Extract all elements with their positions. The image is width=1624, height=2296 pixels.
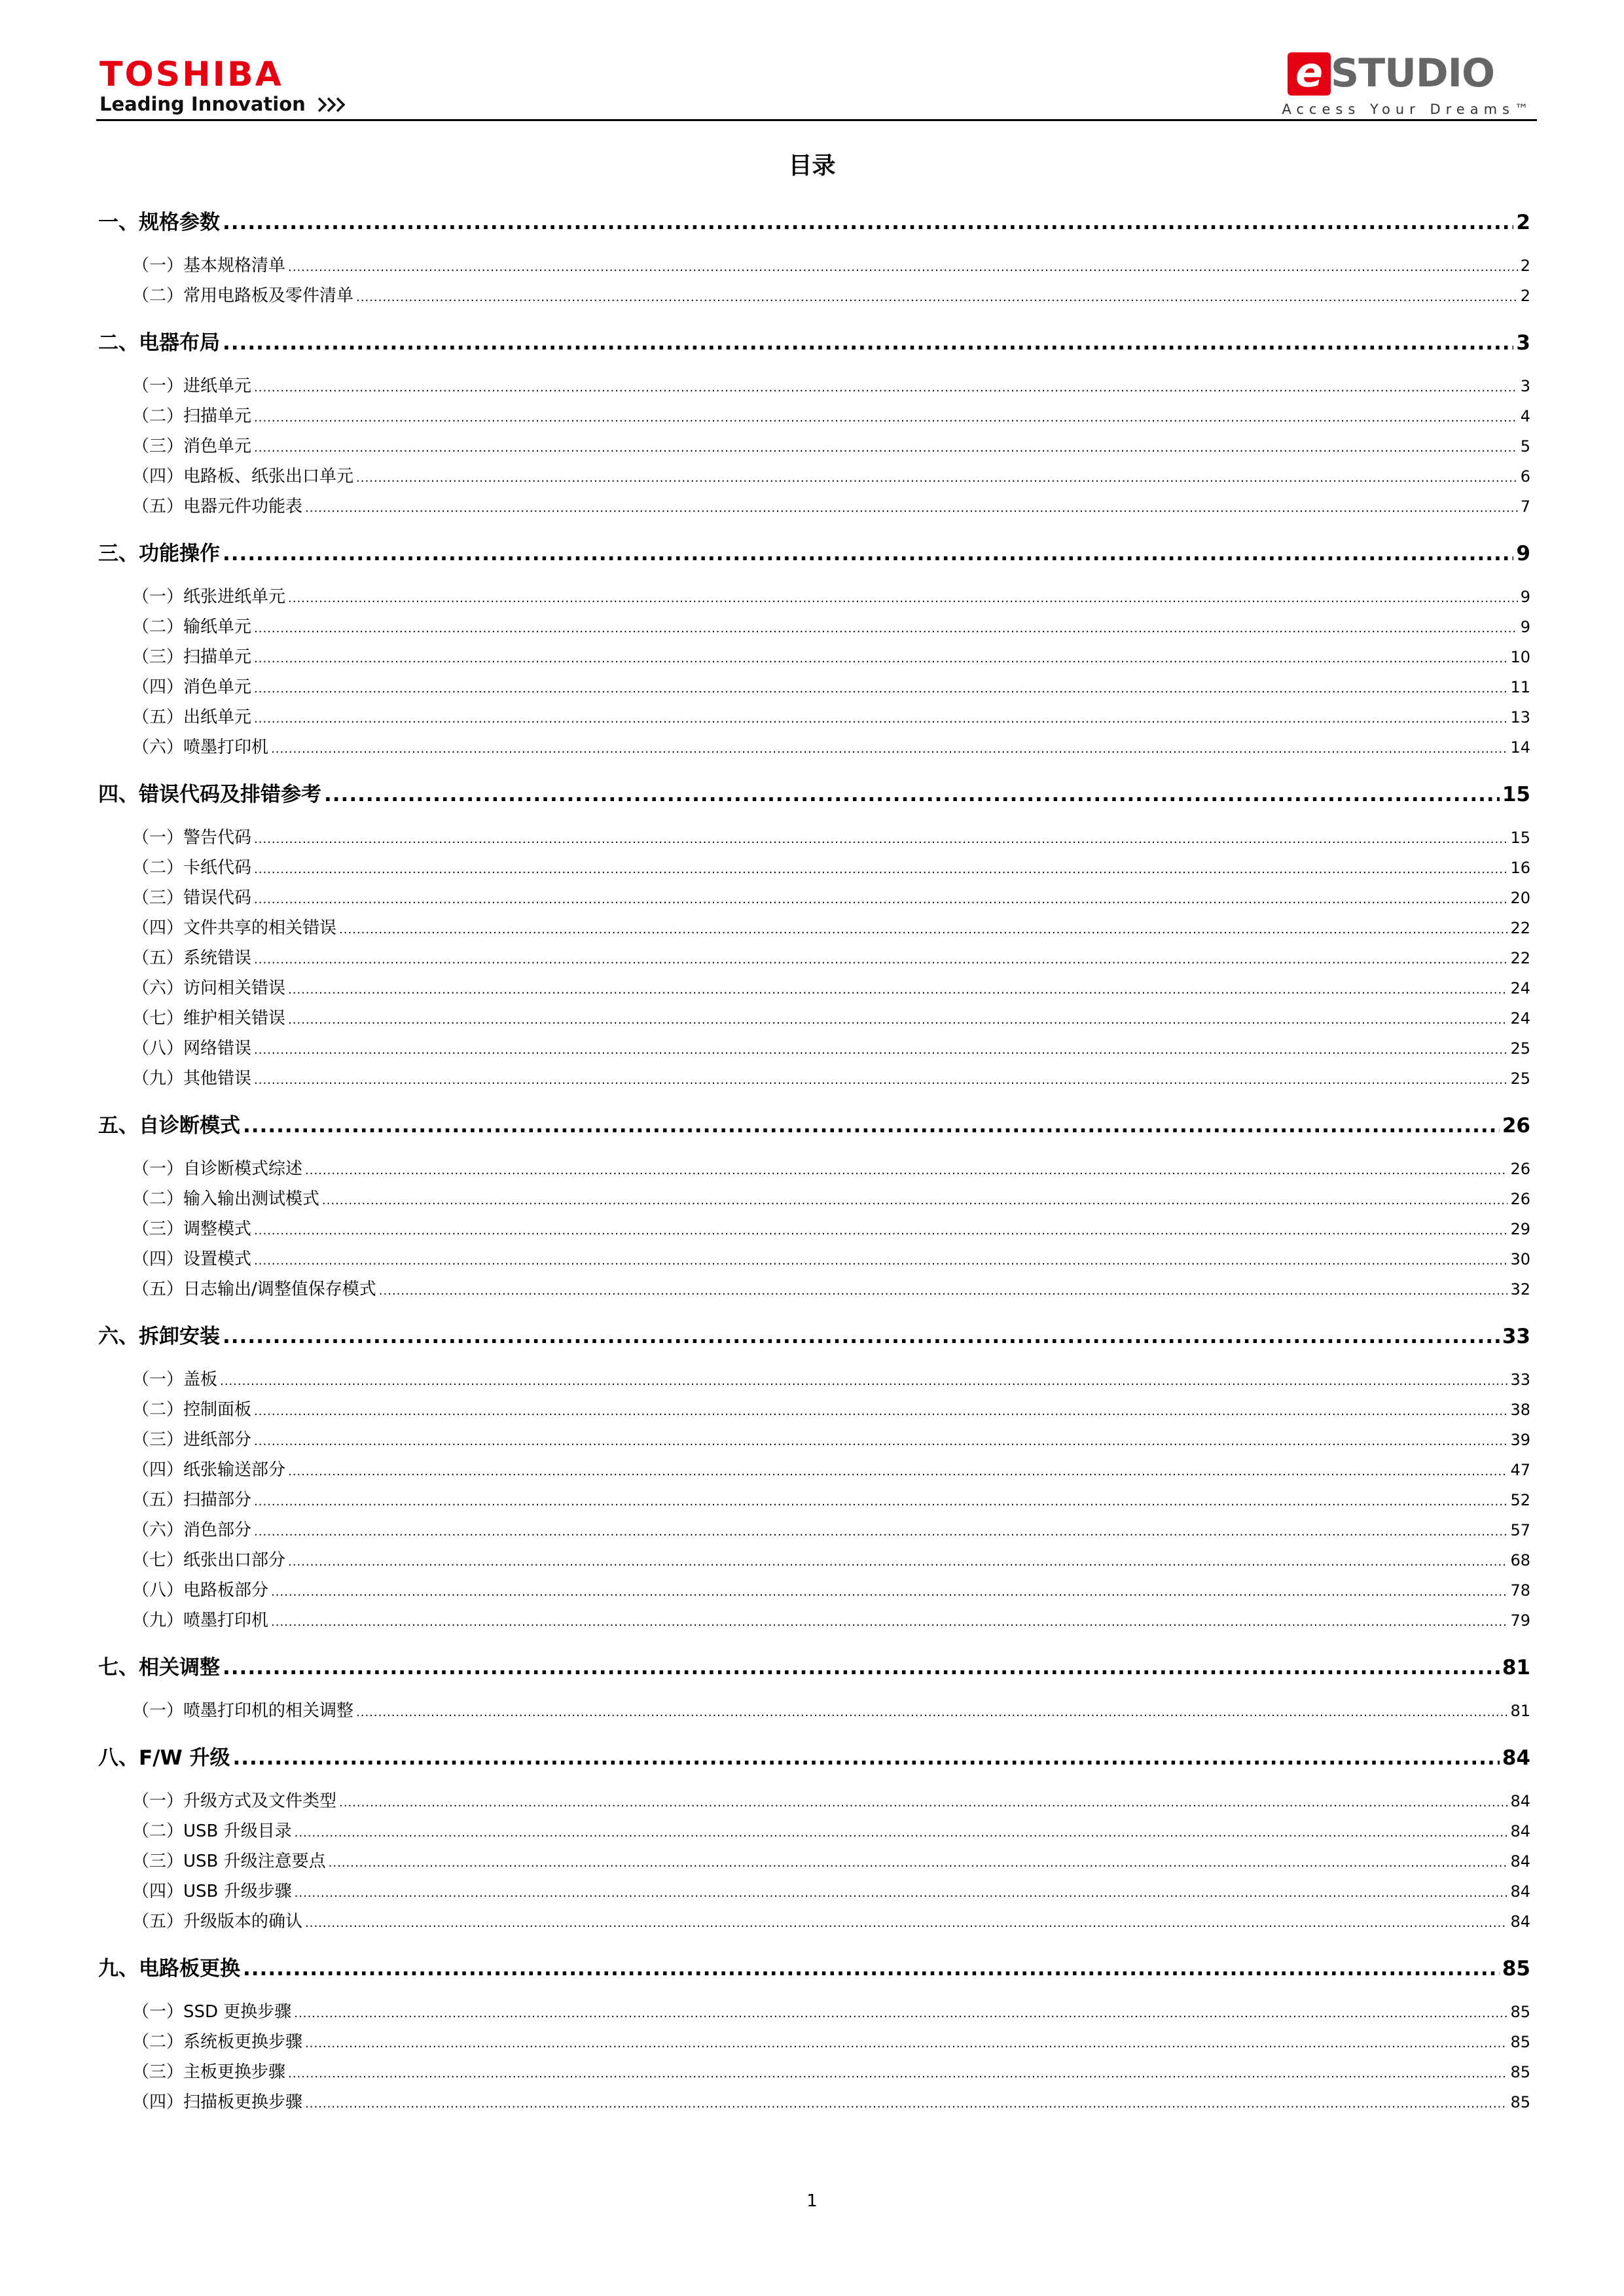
toc-entry-page: 26 — [1510, 1160, 1530, 1178]
toc-entry-page: 39 — [1510, 1431, 1530, 1449]
toc-section-page: 84 — [1502, 1746, 1530, 1770]
header-divider — [96, 119, 1537, 121]
toc-section[interactable] — [98, 1651, 1530, 1684]
toc-entry-label: （二）输纸单元 — [132, 617, 252, 637]
toc-entry[interactable] — [98, 1184, 1530, 1214]
toc-entry-label: （四）USB 升级步骤 — [132, 1882, 292, 1901]
toc-entry-page: 9 — [1520, 618, 1530, 636]
toc-entry-page: 85 — [1510, 2063, 1530, 2081]
dot-leader — [339, 915, 1507, 945]
toc-entry-label: （一）盖板 — [132, 1370, 218, 1390]
toc-section-page: 26 — [1502, 1114, 1530, 1138]
toc-section-label: 三、功能操作 — [98, 542, 220, 565]
dot-leader — [243, 1109, 1500, 1142]
dot-leader — [254, 855, 1507, 885]
toc-entry[interactable] — [98, 913, 1530, 943]
table-of-contents — [98, 200, 1530, 2117]
toc-entry[interactable] — [98, 1605, 1530, 1636]
toc-entry[interactable] — [98, 1274, 1530, 1304]
toc-entry-page: 78 — [1510, 1581, 1530, 1600]
toc-section-page: 81 — [1502, 1656, 1530, 1679]
estudio-wordmark: STUDIO — [1331, 50, 1494, 96]
dot-leader — [254, 373, 1518, 403]
dot-leader — [288, 2059, 1507, 2089]
dot-leader — [295, 1818, 1508, 1848]
toc-entry[interactable] — [98, 1365, 1530, 1395]
dot-leader — [288, 253, 1518, 283]
toc-entry-label: （八）网络错误 — [132, 1039, 252, 1058]
toc-entry-page: 26 — [1510, 1190, 1530, 1208]
toc-entry[interactable] — [98, 672, 1530, 702]
toc-entry[interactable] — [98, 461, 1530, 492]
dot-leader — [305, 2089, 1507, 2119]
dot-leader — [254, 674, 1507, 704]
toc-entry[interactable] — [98, 1395, 1530, 1425]
toc-entry-label: （二）系统板更换步骤 — [132, 2032, 303, 2052]
toc-entry[interactable] — [98, 1907, 1530, 1937]
toc-entry-page: 85 — [1510, 2033, 1530, 2051]
dot-leader — [305, 1156, 1507, 1186]
toc-entry-page: 32 — [1510, 1280, 1530, 1299]
toc-entry[interactable] — [98, 1154, 1530, 1184]
toc-entry-label: （二）输入输出测试模式 — [132, 1189, 320, 1209]
toc-section-label: 八、F/W 升级 — [98, 1746, 230, 1770]
toc-entry-label: （一）喷墨打印机的相关调整 — [132, 1701, 354, 1721]
toc-entry[interactable] — [98, 2087, 1530, 2117]
toc-entry[interactable] — [98, 853, 1530, 883]
toc-entry-label: （九）喷墨打印机 — [132, 1611, 269, 1630]
toc-entry-page: 25 — [1510, 1039, 1530, 1058]
toshiba-tagline — [99, 95, 349, 114]
toc-entry[interactable] — [98, 1786, 1530, 1816]
toc-entry-label: （八）电路板部分 — [132, 1581, 269, 1600]
toc-entry[interactable] — [98, 1425, 1530, 1455]
toc-entry-page: 29 — [1510, 1220, 1530, 1238]
dot-leader — [220, 1367, 1507, 1397]
toc-entry-label: （五）电器元件功能表 — [132, 497, 303, 516]
toc-entry[interactable] — [98, 883, 1530, 913]
toc-entry-label: （五）扫描部分 — [132, 1490, 252, 1510]
toc-entry[interactable] — [98, 642, 1530, 672]
toc-entry-page: 20 — [1510, 889, 1530, 907]
toc-entry-label: （四）电路板、纸张出口单元 — [132, 467, 354, 486]
toc-entry[interactable] — [98, 1997, 1530, 2027]
chevrons-icon — [317, 96, 349, 113]
toc-entry-label: （六）访问相关错误 — [132, 978, 286, 998]
toc-entry-label: （三）主板更换步骤 — [132, 2062, 286, 2082]
toc-entry-page: 84 — [1510, 1822, 1530, 1840]
toc-entry-page: 81 — [1510, 1702, 1530, 1720]
toc-entry[interactable] — [98, 1003, 1530, 1033]
toc-entry-label: （一）升级方式及文件类型 — [132, 1791, 337, 1811]
toc-entry-page: 84 — [1510, 1882, 1530, 1901]
dot-leader — [271, 1577, 1507, 1607]
toc-section-label: 二、电器布局 — [98, 331, 220, 355]
toc-entry-page: 9 — [1520, 588, 1530, 606]
toc-entry-page: 2 — [1520, 287, 1530, 305]
dot-leader — [254, 1517, 1507, 1547]
toc-entry-page: 24 — [1510, 1009, 1530, 1028]
dot-leader — [254, 885, 1507, 915]
toc-section-page: 15 — [1502, 783, 1530, 806]
dot-leader — [329, 1848, 1508, 1878]
toc-entry[interactable] — [98, 1485, 1530, 1515]
toc-section-page: 2 — [1516, 211, 1530, 234]
dot-leader — [233, 1742, 1500, 1774]
dot-leader — [254, 614, 1518, 644]
dot-leader — [324, 778, 1500, 811]
dot-leader — [254, 1397, 1507, 1427]
toc-entry[interactable] — [98, 943, 1530, 973]
toc-entry-label: （二）卡纸代码 — [132, 858, 252, 878]
dot-leader — [223, 1320, 1500, 1353]
dot-leader — [305, 2029, 1507, 2059]
estudio-logo — [1282, 48, 1536, 120]
toc-entry[interactable] — [98, 1816, 1530, 1846]
estudio-tagline: Access Your Dreams™ — [1282, 101, 1534, 117]
toc-entry-label: （三）扫描单元 — [132, 647, 252, 667]
toc-entry-page: 84 — [1510, 1792, 1530, 1810]
dot-leader — [294, 1999, 1507, 2029]
toc-section[interactable] — [98, 327, 1530, 359]
toc-entry-label: （五）日志输出/调整值保存模式 — [132, 1280, 376, 1299]
dot-leader — [254, 403, 1518, 433]
dot-leader — [288, 1457, 1507, 1487]
tagline-text: Leading Innovation — [99, 93, 306, 115]
toc-entry[interactable] — [98, 1455, 1530, 1485]
toc-entry-label: （一）进纸单元 — [132, 376, 252, 396]
toc-entry-label: （五）升级版本的确认 — [132, 1912, 303, 1931]
toc-entry[interactable] — [98, 582, 1530, 612]
toc-section-label: 七、相关调整 — [98, 1656, 220, 1679]
toc-entry-label: （四）消色单元 — [132, 677, 252, 697]
toc-entry[interactable] — [98, 1575, 1530, 1605]
toc-entry[interactable] — [98, 2057, 1530, 2087]
toc-entry[interactable] — [98, 281, 1530, 311]
toc-entry-page: 11 — [1510, 678, 1530, 696]
toc-entry[interactable] — [98, 401, 1530, 431]
dot-leader — [254, 433, 1518, 463]
toc-entry-page: 22 — [1510, 919, 1530, 937]
page-header — [96, 48, 1536, 120]
toc-entry-page: 4 — [1520, 407, 1530, 425]
toc-entry[interactable] — [98, 1515, 1530, 1545]
toc-section[interactable] — [98, 1952, 1530, 1985]
toc-entry-page: 85 — [1510, 2093, 1530, 2111]
dot-leader — [271, 734, 1507, 764]
toc-entry-label: （九）其他错误 — [132, 1069, 252, 1088]
toc-entry-page: 25 — [1510, 1069, 1530, 1088]
toc-section[interactable] — [98, 1109, 1530, 1142]
toc-section-label: 九、电路板更换 — [98, 1957, 240, 1981]
dot-leader — [243, 1952, 1500, 1985]
toc-entry[interactable] — [98, 1545, 1530, 1575]
toc-entry-page: 84 — [1510, 1852, 1530, 1871]
toc-entry[interactable] — [98, 823, 1530, 853]
toc-entry-label: （二）USB 升级目录 — [132, 1821, 292, 1841]
dot-leader — [305, 1909, 1507, 1939]
toc-entry-page: 7 — [1520, 497, 1530, 516]
toc-entry-label: （三）进纸部分 — [132, 1430, 252, 1450]
toc-entry-page: 84 — [1510, 1912, 1530, 1931]
toc-entry[interactable] — [98, 251, 1530, 281]
toc-section-label: 一、规格参数 — [98, 211, 220, 234]
toc-section-page: 85 — [1502, 1957, 1530, 1981]
toc-entry[interactable] — [98, 1244, 1530, 1274]
toc-entry[interactable] — [98, 431, 1530, 461]
toc-entry-page: 6 — [1520, 467, 1530, 486]
toc-entry-page: 47 — [1510, 1461, 1530, 1479]
dot-leader — [322, 1186, 1507, 1216]
toc-entry-page: 57 — [1510, 1521, 1530, 1539]
toc-entry-label: （一）警告代码 — [132, 828, 252, 848]
toc-title: 目录 — [788, 152, 836, 179]
dot-leader — [356, 463, 1518, 493]
dot-leader — [288, 1005, 1507, 1035]
toc-entry-label: （四）纸张输送部分 — [132, 1460, 286, 1480]
toc-section-page: 33 — [1502, 1325, 1530, 1348]
toc-entry-label: （二）常用电路板及零件清单 — [132, 286, 354, 306]
toc-entry-label: （一）自诊断模式综述 — [132, 1159, 303, 1179]
toc-entry-label: （一）基本规格清单 — [132, 256, 286, 276]
toc-entry[interactable] — [98, 2027, 1530, 2057]
page-number: 1 — [806, 2191, 818, 2211]
dot-leader — [254, 1035, 1507, 1066]
toc-entry-page: 38 — [1510, 1401, 1530, 1419]
toc-entry-label: （一）SSD 更换步骤 — [132, 2002, 292, 2022]
dot-leader — [356, 1698, 1507, 1728]
dot-leader — [288, 975, 1507, 1005]
dot-leader — [254, 1487, 1507, 1517]
dot-leader — [223, 537, 1513, 570]
dot-leader — [305, 493, 1518, 524]
toc-entry-label: （四）文件共享的相关错误 — [132, 918, 337, 938]
toc-section-page: 3 — [1516, 331, 1530, 355]
toc-entry-label: （七）纸张出口部分 — [132, 1551, 286, 1570]
toc-entry-label: （三）调整模式 — [132, 1219, 252, 1239]
toc-entry-page: 68 — [1510, 1551, 1530, 1570]
toc-section[interactable] — [98, 537, 1530, 570]
dot-leader — [254, 1216, 1507, 1246]
toc-entry-label: （三）消色单元 — [132, 437, 252, 456]
toc-entry-label: （三）USB 升级注意要点 — [132, 1852, 326, 1871]
toc-entry[interactable] — [98, 702, 1530, 732]
dot-leader — [288, 584, 1518, 614]
toc-entry-label: （二）扫描单元 — [132, 406, 252, 426]
dot-leader — [288, 1547, 1507, 1577]
toc-entry[interactable] — [98, 1033, 1530, 1064]
toc-entry-label: （一）纸张进纸单元 — [132, 587, 286, 607]
toc-entry-label: （三）错误代码 — [132, 888, 252, 908]
toc-entry-label: （六）消色部分 — [132, 1520, 252, 1540]
dot-leader — [254, 644, 1507, 674]
toc-entry-page: 79 — [1510, 1611, 1530, 1630]
toc-section-label: 六、拆卸安装 — [98, 1325, 220, 1348]
toc-entry-label: （七）维护相关错误 — [132, 1009, 286, 1028]
toc-entry-page: 30 — [1510, 1250, 1530, 1268]
toc-entry[interactable] — [98, 612, 1530, 642]
toc-entry-label: （二）控制面板 — [132, 1400, 252, 1420]
dot-leader — [379, 1276, 1508, 1306]
toc-entry-page: 3 — [1520, 377, 1530, 395]
toc-entry-label: （四）设置模式 — [132, 1249, 252, 1269]
toc-entry-page: 10 — [1510, 648, 1530, 666]
toc-section[interactable] — [98, 1320, 1530, 1353]
dot-leader — [254, 1246, 1507, 1276]
dot-leader — [254, 945, 1507, 975]
toc-entry[interactable] — [98, 492, 1530, 522]
dot-leader — [254, 704, 1507, 734]
toc-entry-page: 22 — [1510, 949, 1530, 967]
dot-leader — [223, 327, 1513, 359]
toc-section-page: 9 — [1516, 542, 1530, 565]
dot-leader — [254, 1427, 1507, 1457]
toc-entry[interactable] — [98, 1064, 1530, 1094]
toc-section[interactable] — [98, 1742, 1530, 1774]
toc-entry-page: 16 — [1510, 859, 1530, 877]
toc-entry-page: 33 — [1510, 1371, 1530, 1389]
dot-leader — [254, 1066, 1507, 1096]
toc-entry-page: 24 — [1510, 979, 1530, 997]
toc-entry[interactable] — [98, 973, 1530, 1003]
toc-entry-page: 13 — [1510, 708, 1530, 726]
toc-section[interactable] — [98, 206, 1530, 239]
toshiba-logo: TOSHIBA — [99, 55, 283, 94]
dot-leader — [223, 1651, 1500, 1684]
toc-entry[interactable] — [98, 371, 1530, 401]
toc-entry-label: （四）扫描板更换步骤 — [132, 2092, 303, 2112]
toc-entry[interactable] — [98, 1846, 1530, 1876]
toc-entry-page: 15 — [1510, 829, 1530, 847]
toc-entry-label: （五）系统错误 — [132, 948, 252, 968]
dot-leader — [295, 1878, 1508, 1909]
toc-entry-label: （五）出纸单元 — [132, 708, 252, 727]
toc-entry-label: （六）喷墨打印机 — [132, 738, 269, 757]
toc-entry-page: 14 — [1510, 738, 1530, 757]
toc-section-label: 五、自诊断模式 — [98, 1114, 240, 1138]
toc-section[interactable] — [98, 778, 1530, 811]
toc-entry-page: 85 — [1510, 2003, 1530, 2021]
toc-entry[interactable] — [98, 732, 1530, 762]
toc-entry-page: 5 — [1520, 437, 1530, 456]
toc-entry[interactable] — [98, 1696, 1530, 1726]
dot-leader — [356, 283, 1518, 313]
toc-entry[interactable] — [98, 1214, 1530, 1244]
estudio-e-mark: e — [1288, 52, 1331, 96]
dot-leader — [271, 1607, 1507, 1638]
toc-section-label: 四、错误代码及排错参考 — [98, 783, 321, 806]
dot-leader — [254, 825, 1507, 855]
toc-entry-page: 52 — [1510, 1491, 1530, 1509]
toc-entry-page: 2 — [1520, 257, 1530, 275]
dot-leader — [339, 1788, 1507, 1818]
dot-leader — [223, 206, 1513, 239]
toc-entry[interactable] — [98, 1876, 1530, 1907]
